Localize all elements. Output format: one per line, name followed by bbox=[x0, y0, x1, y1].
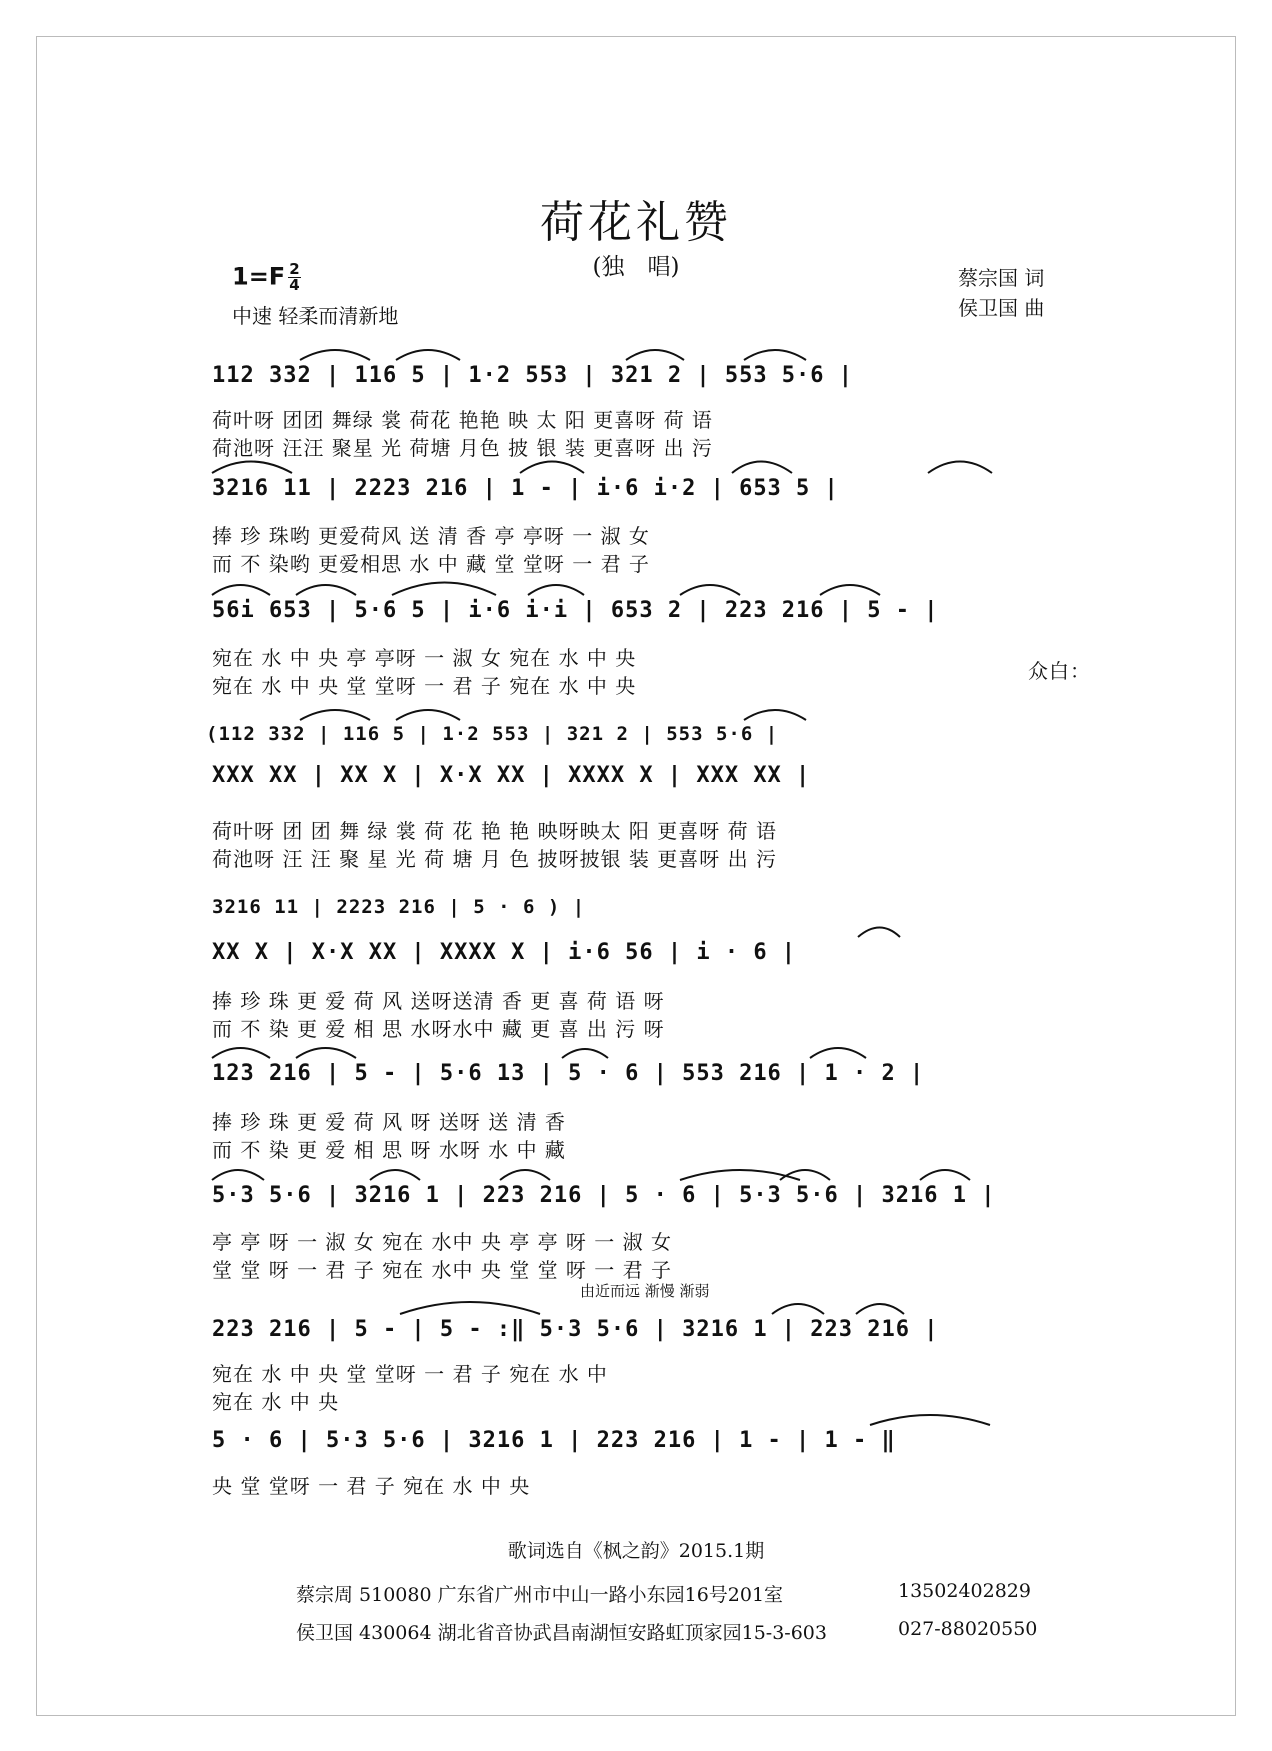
lyricist: 蔡宗国 词 bbox=[958, 266, 1045, 290]
lyrics-row-6-v2: 而 不 染 更 爱 相 思 呀 水呀 水 中 藏 bbox=[212, 1138, 566, 1162]
lyrics-row-4-v2: 荷池呀 汪 汪 聚 星 光 荷 塘 月 色 披呀披银 装 更喜呀 出 污 bbox=[212, 847, 778, 871]
lyrics-row-7-v1: 亭 亭 呀 一 淑 女 宛在 水中 央 亭 亭 呀 一 淑 女 bbox=[212, 1230, 673, 1254]
lyrics-row-3-v1: 宛在 水 中 央 亭 亭呀 一 淑 女 宛在 水 中 央 bbox=[212, 646, 637, 670]
lyrics-row-4-v1: 荷叶呀 团 团 舞 绿 裳 荷 花 艳 艳 映呀映太 阳 更喜呀 荷 语 bbox=[212, 819, 778, 843]
key-label: 1=F bbox=[232, 262, 286, 291]
spoken-cue: 众白： bbox=[1028, 659, 1091, 683]
lyrics-row-8-v1: 宛在 水 中 央 堂 堂呀 一 君 子 宛在 水 中 bbox=[212, 1362, 608, 1386]
lyrics-row-7-v2: 堂 堂 呀 一 君 子 宛在 水中 央 堂 堂 呀 一 君 子 bbox=[212, 1258, 673, 1282]
notation-row-6: 123 216 | 5 - | 5·6 13 | 5 · 6 | 553 216 | 1 · 2 | bbox=[212, 1061, 925, 1086]
time-top: 2 bbox=[289, 260, 300, 278]
notation-row-2: 3216 11 | 2223 216 | 1 - | i·6 i·2 | 653 5 | bbox=[212, 476, 839, 501]
song-subtitle: (独 唱) bbox=[592, 254, 680, 280]
notation-row-5-melody: 3216 11 | 2223 216 | 5 · 6 ) | bbox=[212, 896, 586, 918]
lyricist-phone: 13502402829 bbox=[898, 1580, 1031, 1602]
expression-marking: 由近而远 渐慢 渐弱 bbox=[580, 1282, 710, 1300]
lyrics-row-1-v2: 荷池呀 汪汪 聚星 光 荷塘 月色 披 银 装 更喜呀 出 污 bbox=[212, 436, 713, 460]
lyrics-row-5-v2: 而 不 染 更 爱 相 思 水呀水中 藏 更 喜 出 污 呀 bbox=[212, 1017, 665, 1041]
lyrics-row-8-v2: 宛在 水 中 央 bbox=[212, 1390, 340, 1414]
lyrics-row-6-v1: 捧 珍 珠 更 爱 荷 风 呀 送呀 送 清 香 bbox=[212, 1110, 566, 1134]
lyrics-row-2-v2: 而 不 染哟 更爱相思 水 中 藏 堂 堂呀 一 君 子 bbox=[212, 552, 650, 576]
lyrics-row-1-v1: 荷叶呀 团团 舞绿 裳 荷花 艳艳 映 太 阳 更喜呀 荷 语 bbox=[212, 408, 713, 432]
tempo-marking: 中速 轻柔而清新地 bbox=[232, 304, 399, 328]
lyrics-row-9-v1: 央 堂 堂呀 一 君 子 宛在 水 中 央 bbox=[212, 1474, 531, 1498]
notation-row-4-rhythm: XXX XX | XX X | X·X XX | XXXX X | XXX XX | bbox=[212, 763, 811, 788]
song-title: 荷花礼赞 bbox=[540, 197, 732, 248]
notation-row-5-rhythm: XX X | X·X XX | XXXX X | i·6 56 | i · 6 | bbox=[212, 940, 797, 965]
composer-address: 侯卫国 430064 湖北省音协武昌南湖恒安路虹顶家园15-3-603 bbox=[296, 1622, 827, 1644]
notation-row-9: 5 · 6 | 5·3 5·6 | 3216 1 | 223 216 | 1 - | 1 - ‖ bbox=[212, 1428, 896, 1453]
notation-row-3: 56i 653 | 5·6 5 | i·6 i·i | 653 2 | 223 216 | 5 - | bbox=[212, 598, 939, 623]
notation-row-4-melody: (112 332 | 116 5 | 1·2 553 | 321 2 | 553 5·6 | bbox=[206, 723, 779, 745]
composer: 侯卫国 曲 bbox=[958, 296, 1045, 320]
lyricist-address: 蔡宗周 510080 广东省广州市中山一路小东园16号201室 bbox=[296, 1584, 784, 1606]
lyrics-source: 歌词选自《枫之韵》2015.1期 bbox=[507, 1540, 765, 1562]
notation-row-7: 5·3 5·6 | 3216 1 | 223 216 | 5 · 6 | 5·3 5·6 | 3216 1 | bbox=[212, 1183, 996, 1208]
time-bottom: 4 bbox=[289, 276, 300, 294]
lyrics-row-3-v2: 宛在 水 中 央 堂 堂呀 一 君 子 宛在 水 中 央 bbox=[212, 674, 637, 698]
composer-phone: 027-88020550 bbox=[898, 1618, 1038, 1640]
notation-row-1: 112 332 | 116 5 | 1·2 553 | 321 2 | 553 5·6 | bbox=[212, 363, 854, 388]
lyrics-row-2-v1: 捧 珍 珠哟 更爱荷风 送 清 香 亭 亭呀 一 淑 女 bbox=[212, 524, 650, 548]
notation-row-8: 223 216 | 5 - | 5 - :‖ 5·3 5·6 | 3216 1 | 223 216 | bbox=[212, 1317, 939, 1342]
lyrics-row-5-v1: 捧 珍 珠 更 爱 荷 风 送呀送清 香 更 喜 荷 语 呀 bbox=[212, 989, 665, 1013]
